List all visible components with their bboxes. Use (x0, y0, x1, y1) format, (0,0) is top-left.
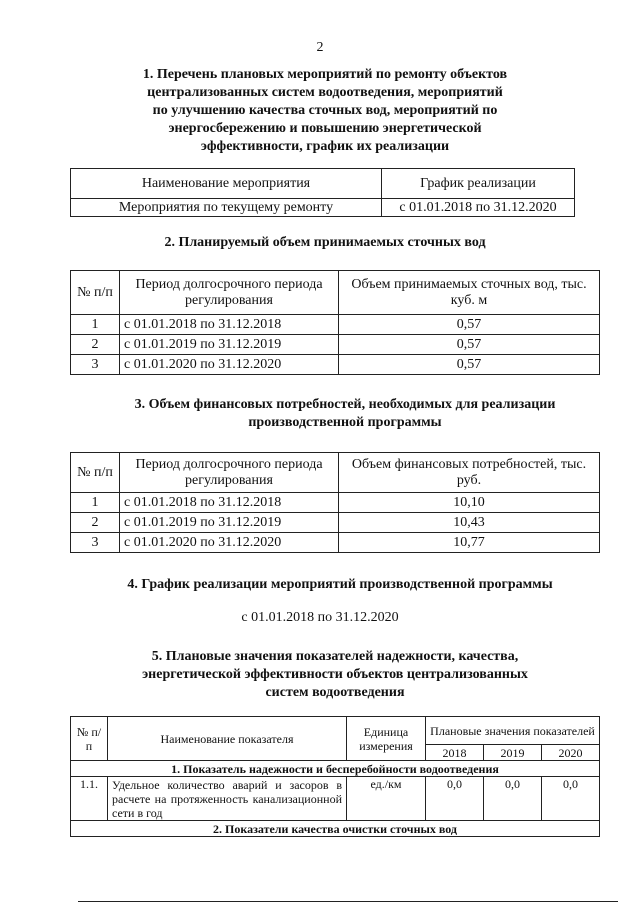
section-1-title (60, 66, 590, 156)
table-cell: 0,0 (426, 777, 484, 821)
section-5-title-line: энергетической эффективности объектов централизованных (142, 667, 528, 682)
table-cell: 0,57 (339, 355, 600, 375)
section-1-title-line: централизованных систем водоотведения, мероприятий (147, 85, 503, 100)
table-cell: 1 (71, 315, 120, 335)
table-row (71, 513, 600, 533)
table-cell: с 01.01.2020 по 31.12.2020 (120, 533, 339, 553)
table-row (71, 533, 600, 553)
section-5-title (70, 648, 600, 702)
section-4-period: с 01.01.2018 по 31.12.2020 (241, 610, 399, 625)
table-cell: 0,57 (339, 335, 600, 355)
table-cell: 2 (71, 335, 120, 355)
table-header-year: 2019 (483, 745, 541, 761)
section-3-table (70, 452, 600, 553)
table-cell: 10,77 (339, 533, 600, 553)
table-header: Объем финансовых потребностей, тыс. руб. (339, 453, 600, 493)
section-1-title-line: эффективности, график их реализации (200, 139, 450, 154)
table-header: Наименование показателя (108, 717, 347, 761)
section-2-title (60, 234, 590, 252)
table-cell: 1.1. (71, 777, 108, 821)
section-3-title (90, 396, 600, 432)
table-header-year: 2020 (541, 745, 599, 761)
section-3-title-line: производственной программы (248, 415, 442, 430)
table-header: № п/п (71, 717, 108, 761)
page-number: 2 (316, 40, 324, 55)
table-cell: ед./км (347, 777, 426, 821)
table-header: Плановые значения показателей (426, 717, 600, 745)
section-2-table (70, 270, 600, 375)
page-bottom-rule (78, 901, 618, 902)
table-cell: 2 (71, 513, 120, 533)
table-cell: 10,43 (339, 513, 600, 533)
table-cell: с 01.01.2020 по 31.12.2020 (120, 355, 339, 375)
section-1-title-line: энергосбережению и повышению энергетической (168, 121, 482, 136)
table-cell: 0,57 (339, 315, 600, 335)
table-header: № п/п (71, 453, 120, 493)
table-row (71, 335, 600, 355)
table-header: Период долгосрочного периода регулирования (120, 271, 339, 315)
table-cell: 0,0 (483, 777, 541, 821)
section-5-title-line: 5. Плановые значения показателей надежности, качества, (151, 649, 519, 664)
section-4-title-text: 4. График реализации мероприятий производственной программы (127, 577, 553, 592)
table-cell: 0,0 (541, 777, 599, 821)
table-header: № п/п (71, 271, 120, 315)
table-header: Наименование мероприятия (71, 169, 382, 199)
table-cell: Мероприятия по текущему ремонту (71, 199, 382, 217)
table-row (71, 355, 600, 375)
section-3-title-line: 3. Объем финансовых потребностей, необходимых для реализации (134, 397, 556, 412)
table-group-row: 1. Показатель надежности и бесперебойности водоотведения (71, 761, 600, 777)
table-cell: с 01.01.2019 по 31.12.2019 (120, 335, 339, 355)
table-cell: 3 (71, 533, 120, 553)
table-row (71, 315, 600, 335)
table-cell: 1 (71, 493, 120, 513)
table-cell: с 01.01.2019 по 31.12.2019 (120, 513, 339, 533)
table-cell: с 01.01.2018 по 31.12.2018 (120, 315, 339, 335)
table-header: Единица измерения (347, 717, 426, 761)
table-cell: с 01.01.2018 по 31.12.2018 (120, 493, 339, 513)
table-group-row: 2. Показатели качества очистки сточных вод (71, 821, 600, 837)
section-1-title-line: 1. Перечень плановых мероприятий по ремонту объектов (142, 67, 508, 82)
section-1-table (70, 168, 575, 217)
section-4-title (60, 576, 620, 594)
table-header: Период долгосрочного периода регулирования (120, 453, 339, 493)
table-header: График реализации (382, 169, 575, 199)
section-1-title-line: по улучшению качества сточных вод, мероприятий по (152, 103, 498, 118)
table-cell: 3 (71, 355, 120, 375)
table-cell: 10,10 (339, 493, 600, 513)
section-5-title-line: систем водоотведения (265, 685, 405, 700)
table-header: Объем принимаемых сточных вод, тыс. куб. м (339, 271, 600, 315)
section-5-table (70, 716, 600, 837)
table-row (71, 493, 600, 513)
table-row (71, 777, 600, 821)
section-2-title-text: 2. Планируемый объем принимаемых сточных вод (164, 235, 486, 250)
table-cell: Удельное количество аварий и засоров в расчете на протяженность канализационной сети в год (108, 777, 347, 821)
table-header-year: 2018 (426, 745, 484, 761)
table-cell: с 01.01.2018 по 31.12.2020 (382, 199, 575, 217)
